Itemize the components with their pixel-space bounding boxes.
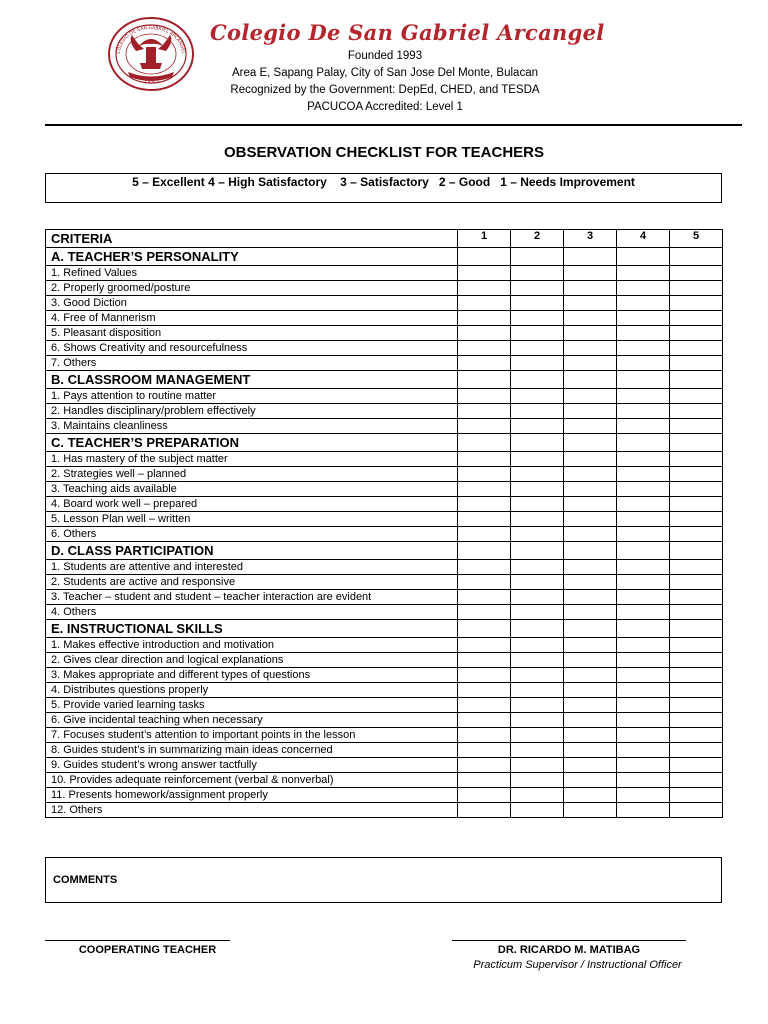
rating-cell-2[interactable] (511, 482, 564, 497)
rating-cell-5[interactable] (670, 758, 723, 773)
rating-cell-2[interactable] (511, 404, 564, 419)
rating-header-5: 5 (670, 230, 723, 248)
rating-cell-4[interactable] (617, 419, 670, 434)
rating-cell-4[interactable] (617, 527, 670, 542)
rating-cell-5[interactable] (670, 527, 723, 542)
rating-cell-5[interactable] (670, 803, 723, 818)
rating-cell-2[interactable] (511, 773, 564, 788)
rating-cell-5[interactable] (670, 638, 723, 653)
rating-cell-3[interactable] (564, 620, 617, 638)
rating-cell-4[interactable] (617, 653, 670, 668)
criteria-row (46, 668, 723, 683)
rating-cell-3[interactable] (564, 683, 617, 698)
rating-cell-3[interactable] (564, 482, 617, 497)
criteria-label: 7. Others (46, 356, 458, 371)
rating-cell-1[interactable] (458, 728, 511, 743)
rating-cell-4[interactable] (617, 482, 670, 497)
criteria-row (46, 758, 723, 773)
criteria-label: 8. Guides student’s in summarizing main ideas concerned (46, 743, 458, 758)
rating-cell-3[interactable] (564, 281, 617, 296)
letterhead (0, 0, 768, 125)
rating-cell-4[interactable] (617, 434, 670, 452)
rating-cell-3[interactable] (564, 419, 617, 434)
rating-cell-1[interactable] (458, 620, 511, 638)
criteria-row (46, 341, 723, 356)
rating-cell-3[interactable] (564, 638, 617, 653)
rating-cell-4[interactable] (617, 560, 670, 575)
rating-cell-2[interactable] (511, 389, 564, 404)
rating-cell-3[interactable] (564, 497, 617, 512)
rating-cell-3[interactable] (564, 773, 617, 788)
criteria-label: 5. Lesson Plan well – written (46, 512, 458, 527)
rating-cell-1[interactable] (458, 311, 511, 326)
section-row (46, 434, 723, 452)
rating-cell-1[interactable] (458, 668, 511, 683)
criteria-label: 4. Others (46, 605, 458, 620)
rating-cell-3[interactable] (564, 434, 617, 452)
rating-cell-2[interactable] (511, 311, 564, 326)
rating-cell-2[interactable] (511, 638, 564, 653)
section-row (46, 542, 723, 560)
rating-cell-2[interactable] (511, 728, 564, 743)
rating-cell-2[interactable] (511, 698, 564, 713)
rating-cell-2[interactable] (511, 542, 564, 560)
rating-cell-1[interactable] (458, 560, 511, 575)
criteria-label: 2. Strategies well – planned (46, 467, 458, 482)
rating-cell-4[interactable] (617, 638, 670, 653)
criteria-row (46, 560, 723, 575)
rating-cell-1[interactable] (458, 527, 511, 542)
rating-cell-3[interactable] (564, 590, 617, 605)
rating-cell-3[interactable] (564, 371, 617, 389)
section-row (46, 248, 723, 266)
rating-cell-4[interactable] (617, 341, 670, 356)
section-title: B. CLASSROOM MANAGEMENT (46, 371, 458, 389)
supervisor-name: DR. RICARDO M. MATIBAG (497, 944, 641, 956)
rating-cell-4[interactable] (617, 404, 670, 419)
rating-cell-1[interactable] (458, 452, 511, 467)
rating-cell-3[interactable] (564, 389, 617, 404)
rating-cell-1[interactable] (458, 281, 511, 296)
rating-cell-4[interactable] (617, 698, 670, 713)
rating-cell-3[interactable] (564, 605, 617, 620)
rating-cell-5[interactable] (670, 512, 723, 527)
rating-cell-2[interactable] (511, 713, 564, 728)
rating-cell-3[interactable] (564, 743, 617, 758)
school-seal-icon (108, 17, 194, 91)
rating-cell-5[interactable] (670, 356, 723, 371)
rating-cell-3[interactable] (564, 758, 617, 773)
recognition-line: Recognized by the Government: DepEd, CHED, and TESDA (230, 84, 540, 96)
criteria-label: 11. Presents homework/assignment properly (46, 788, 458, 803)
rating-cell-3[interactable] (564, 467, 617, 482)
rating-cell-5[interactable] (670, 560, 723, 575)
criteria-label: 1. Students are attentive and interested (46, 560, 458, 575)
school-name: Colegio De San Gabriel Arcangel (210, 20, 605, 45)
rating-cell-3[interactable] (564, 653, 617, 668)
rating-cell-3[interactable] (564, 788, 617, 803)
rating-cell-2[interactable] (511, 371, 564, 389)
rating-cell-3[interactable] (564, 326, 617, 341)
table-header-row (46, 230, 723, 248)
criteria-row (46, 698, 723, 713)
rating-cell-2[interactable] (511, 356, 564, 371)
rating-cell-2[interactable] (511, 326, 564, 341)
rating-cell-2[interactable] (511, 590, 564, 605)
criteria-label: 12. Others (46, 803, 458, 818)
criteria-row (46, 575, 723, 590)
rating-cell-3[interactable] (564, 404, 617, 419)
section-title: C. TEACHER’S PREPARATION (46, 434, 458, 452)
criteria-label: 7. Focuses student’s attention to important points in the lesson (46, 728, 458, 743)
criteria-row (46, 773, 723, 788)
criteria-row (46, 467, 723, 482)
rating-cell-1[interactable] (458, 542, 511, 560)
rating-cell-5[interactable] (670, 620, 723, 638)
rating-cell-2[interactable] (511, 266, 564, 281)
criteria-label: 1. Refined Values (46, 266, 458, 281)
rating-cell-5[interactable] (670, 497, 723, 512)
seal-text: COLEGIO DE SAN GABRIEL ARCANGEL (116, 25, 186, 55)
rating-cell-1[interactable] (458, 296, 511, 311)
rating-cell-3[interactable] (564, 356, 617, 371)
rating-cell-3[interactable] (564, 560, 617, 575)
rating-cell-2[interactable] (511, 560, 564, 575)
criteria-row (46, 356, 723, 371)
criteria-row (46, 296, 723, 311)
rating-cell-4[interactable] (617, 389, 670, 404)
rating-cell-5[interactable] (670, 668, 723, 683)
rating-cell-2[interactable] (511, 653, 564, 668)
rating-cell-4[interactable] (617, 356, 670, 371)
rating-cell-2[interactable] (511, 341, 564, 356)
rating-cell-5[interactable] (670, 452, 723, 467)
rating-header-1: 1 (458, 230, 511, 248)
rating-cell-1[interactable] (458, 638, 511, 653)
rating-cell-3[interactable] (564, 341, 617, 356)
section-title: D. CLASS PARTICIPATION (46, 542, 458, 560)
rating-cell-1[interactable] (458, 590, 511, 605)
criteria-row (46, 683, 723, 698)
rating-cell-1[interactable] (458, 605, 511, 620)
rating-cell-2[interactable] (511, 803, 564, 818)
criteria-label: 3. Teaching aids available (46, 482, 458, 497)
criteria-row (46, 638, 723, 653)
rating-cell-3[interactable] (564, 512, 617, 527)
section-title: A. TEACHER’S PERSONALITY (46, 248, 458, 266)
rating-cell-4[interactable] (617, 452, 670, 467)
rating-cell-5[interactable] (670, 575, 723, 590)
supervisor-signature-line (452, 940, 686, 941)
rating-cell-4[interactable] (617, 668, 670, 683)
rating-cell-5[interactable] (670, 311, 723, 326)
rating-cell-4[interactable] (617, 512, 670, 527)
criteria-label: 1. Has mastery of the subject matter (46, 452, 458, 467)
rating-cell-4[interactable] (617, 713, 670, 728)
rating-cell-5[interactable] (670, 266, 723, 281)
rating-cell-2[interactable] (511, 281, 564, 296)
rating-cell-1[interactable] (458, 266, 511, 281)
criteria-row (46, 743, 723, 758)
criteria-label: 4. Distributes questions properly (46, 683, 458, 698)
cooperating-teacher-label: COOPERATING TEACHER (78, 944, 217, 956)
rating-cell-4[interactable] (617, 575, 670, 590)
criteria-label: 9. Guides student’s wrong answer tactfully (46, 758, 458, 773)
comments-label: COMMENTS (53, 874, 118, 886)
rating-cell-1[interactable] (458, 683, 511, 698)
criteria-row (46, 605, 723, 620)
rating-cell-3[interactable] (564, 698, 617, 713)
school-details (200, 48, 570, 116)
criteria-row (46, 527, 723, 542)
rating-cell-5[interactable] (670, 281, 723, 296)
criteria-label: 1. Pays attention to routine matter (46, 389, 458, 404)
criteria-row (46, 452, 723, 467)
rating-cell-5[interactable] (670, 683, 723, 698)
observation-checklist-table (45, 229, 723, 818)
rating-cell-3[interactable] (564, 575, 617, 590)
rating-cell-5[interactable] (670, 605, 723, 620)
rating-cell-2[interactable] (511, 758, 564, 773)
rating-cell-5[interactable] (670, 698, 723, 713)
rating-cell-1[interactable] (458, 467, 511, 482)
rating-cell-3[interactable] (564, 452, 617, 467)
rating-cell-3[interactable] (564, 296, 617, 311)
rating-cell-4[interactable] (617, 497, 670, 512)
criteria-row (46, 497, 723, 512)
criteria-label: 5. Pleasant disposition (46, 326, 458, 341)
criteria-row (46, 326, 723, 341)
rating-legend: 5 – Excellent 4 – High Satisfactory 3 – Satisfactory 2 – Good 1 – Needs Improvement (45, 173, 722, 203)
rating-cell-2[interactable] (511, 575, 564, 590)
criteria-row (46, 653, 723, 668)
section-title: E. INSTRUCTIONAL SKILLS (46, 620, 458, 638)
rating-cell-3[interactable] (564, 542, 617, 560)
rating-cell-5[interactable] (670, 590, 723, 605)
criteria-label: 10. Provides adequate reinforcement (verbal & nonverbal) (46, 773, 458, 788)
rating-cell-1[interactable] (458, 434, 511, 452)
criteria-row (46, 404, 723, 419)
rating-cell-1[interactable] (458, 653, 511, 668)
rating-cell-4[interactable] (617, 788, 670, 803)
rating-cell-5[interactable] (670, 248, 723, 266)
rating-cell-2[interactable] (511, 434, 564, 452)
rating-cell-1[interactable] (458, 341, 511, 356)
rating-cell-1[interactable] (458, 356, 511, 371)
criteria-label: 3. Good Diction (46, 296, 458, 311)
rating-cell-4[interactable] (617, 311, 670, 326)
rating-cell-2[interactable] (511, 419, 564, 434)
seal-year: 1993 (143, 78, 159, 85)
rating-cell-1[interactable] (458, 803, 511, 818)
document-title: OBSERVATION CHECKLIST FOR TEACHERS (223, 144, 545, 161)
criteria-row (46, 266, 723, 281)
rating-cell-5[interactable] (670, 326, 723, 341)
rating-cell-4[interactable] (617, 683, 670, 698)
rating-cell-5[interactable] (670, 653, 723, 668)
rating-cell-5[interactable] (670, 788, 723, 803)
accreditation-line: PACUCOA Accredited: Level 1 (307, 101, 463, 113)
rating-cell-2[interactable] (511, 788, 564, 803)
founded-line: Founded 1993 (347, 50, 423, 62)
criteria-label: 2. Properly groomed/posture (46, 281, 458, 296)
rating-cell-2[interactable] (511, 452, 564, 467)
rating-cell-2[interactable] (511, 467, 564, 482)
criteria-row (46, 281, 723, 296)
rating-cell-5[interactable] (670, 467, 723, 482)
rating-cell-1[interactable] (458, 698, 511, 713)
rating-cell-1[interactable] (458, 713, 511, 728)
criteria-label: 5. Provide varied learning tasks (46, 698, 458, 713)
checklist-body (46, 248, 723, 818)
rating-cell-5[interactable] (670, 371, 723, 389)
rating-cell-4[interactable] (617, 266, 670, 281)
rating-cell-5[interactable] (670, 482, 723, 497)
rating-cell-2[interactable] (511, 683, 564, 698)
address-line: Area E, Sapang Palay, City of San Jose Del Monte, Bulacan (232, 67, 538, 79)
rating-cell-1[interactable] (458, 482, 511, 497)
rating-cell-4[interactable] (617, 296, 670, 311)
criteria-row (46, 728, 723, 743)
rating-cell-5[interactable] (670, 773, 723, 788)
rating-cell-4[interactable] (617, 326, 670, 341)
rating-cell-4[interactable] (617, 758, 670, 773)
rating-cell-3[interactable] (564, 248, 617, 266)
rating-cell-1[interactable] (458, 512, 511, 527)
rating-cell-5[interactable] (670, 542, 723, 560)
section-row (46, 620, 723, 638)
criteria-row (46, 419, 723, 434)
rating-cell-3[interactable] (564, 311, 617, 326)
rating-cell-2[interactable] (511, 512, 564, 527)
rating-cell-1[interactable] (458, 575, 511, 590)
criteria-row (46, 788, 723, 803)
rating-cell-2[interactable] (511, 527, 564, 542)
criteria-label: 4. Free of Mannerism (46, 311, 458, 326)
criteria-label: 6. Others (46, 527, 458, 542)
rating-cell-1[interactable] (458, 389, 511, 404)
rating-cell-5[interactable] (670, 434, 723, 452)
criteria-header: CRITERIA (46, 230, 458, 248)
criteria-row (46, 590, 723, 605)
criteria-row (46, 512, 723, 527)
header-divider (45, 124, 742, 126)
rating-cell-2[interactable] (511, 497, 564, 512)
rating-cell-1[interactable] (458, 788, 511, 803)
rating-cell-4[interactable] (617, 590, 670, 605)
criteria-label: 3. Maintains cleanliness (46, 419, 458, 434)
criteria-label: 3. Teacher – student and student – teacher interaction are evident (46, 590, 458, 605)
rating-cell-5[interactable] (670, 341, 723, 356)
rating-header-2: 2 (511, 230, 564, 248)
supervisor-title: Practicum Supervisor / Instructional Officer (473, 959, 682, 971)
rating-cell-3[interactable] (564, 668, 617, 683)
rating-cell-5[interactable] (670, 389, 723, 404)
criteria-label: 2. Students are active and responsive (46, 575, 458, 590)
rating-cell-1[interactable] (458, 326, 511, 341)
rating-cell-2[interactable] (511, 296, 564, 311)
comments-box[interactable] (45, 857, 722, 903)
rating-cell-2[interactable] (511, 605, 564, 620)
rating-cell-1[interactable] (458, 497, 511, 512)
rating-cell-5[interactable] (670, 419, 723, 434)
rating-cell-4[interactable] (617, 248, 670, 266)
rating-cell-5[interactable] (670, 728, 723, 743)
rating-cell-1[interactable] (458, 404, 511, 419)
rating-cell-5[interactable] (670, 743, 723, 758)
rating-cell-2[interactable] (511, 668, 564, 683)
rating-cell-1[interactable] (458, 248, 511, 266)
rating-cell-2[interactable] (511, 743, 564, 758)
rating-cell-4[interactable] (617, 743, 670, 758)
criteria-label: 6. Shows Creativity and resourcefulness (46, 341, 458, 356)
rating-cell-4[interactable] (617, 281, 670, 296)
rating-cell-5[interactable] (670, 296, 723, 311)
section-row (46, 371, 723, 389)
rating-cell-4[interactable] (617, 773, 670, 788)
criteria-label: 1. Makes effective introduction and motivation (46, 638, 458, 653)
rating-cell-3[interactable] (564, 266, 617, 281)
criteria-label: 2. Gives clear direction and logical explanations (46, 653, 458, 668)
rating-cell-5[interactable] (670, 404, 723, 419)
rating-cell-4[interactable] (617, 728, 670, 743)
criteria-label: 3. Makes appropriate and different types of questions (46, 668, 458, 683)
criteria-row (46, 713, 723, 728)
rating-cell-4[interactable] (617, 605, 670, 620)
criteria-label: 4. Board work well – prepared (46, 497, 458, 512)
criteria-row (46, 803, 723, 818)
criteria-row (46, 311, 723, 326)
rating-cell-3[interactable] (564, 728, 617, 743)
rating-cell-1[interactable] (458, 773, 511, 788)
rating-cell-4[interactable] (617, 803, 670, 818)
rating-header-4: 4 (617, 230, 670, 248)
rating-cell-3[interactable] (564, 803, 617, 818)
cooperating-teacher-signature-line (45, 940, 230, 941)
criteria-row (46, 389, 723, 404)
criteria-row (46, 482, 723, 497)
rating-cell-5[interactable] (670, 713, 723, 728)
criteria-label: 2. Handles disciplinary/problem effectively (46, 404, 458, 419)
rating-cell-1[interactable] (458, 419, 511, 434)
rating-cell-4[interactable] (617, 542, 670, 560)
rating-cell-4[interactable] (617, 467, 670, 482)
rating-cell-2[interactable] (511, 620, 564, 638)
rating-cell-1[interactable] (458, 758, 511, 773)
rating-cell-4[interactable] (617, 371, 670, 389)
criteria-label: 6. Give incidental teaching when necessary (46, 713, 458, 728)
rating-cell-3[interactable] (564, 713, 617, 728)
rating-cell-4[interactable] (617, 620, 670, 638)
rating-header-3: 3 (564, 230, 617, 248)
rating-cell-3[interactable] (564, 527, 617, 542)
rating-cell-1[interactable] (458, 371, 511, 389)
rating-cell-1[interactable] (458, 743, 511, 758)
rating-cell-2[interactable] (511, 248, 564, 266)
